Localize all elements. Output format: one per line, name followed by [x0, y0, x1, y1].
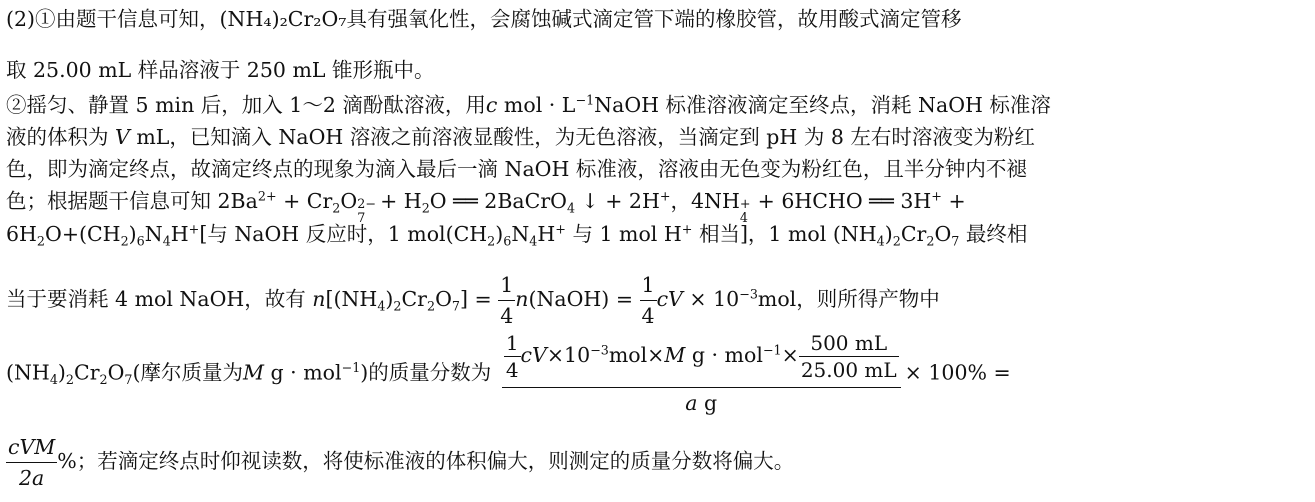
superscript: +	[659, 188, 671, 204]
text: +	[941, 189, 966, 213]
text-line-5: 色，即为滴定终点，故滴定终点的现象为滴入最后一滴 NaOH 标准液，溶液由无色变为粉红色，且半分钟内不褪	[6, 157, 1027, 181]
fraction-one-quarter	[504, 330, 521, 383]
text: 当于要消耗 4 mol NaOH，故有	[6, 287, 313, 311]
line-4	[6, 124, 1035, 150]
fraction-cVM-over-2a	[6, 432, 57, 493]
subscript: 7	[951, 233, 960, 249]
numerator: 500 mL	[810, 331, 888, 355]
line-7	[6, 221, 1027, 247]
subscript: 2	[926, 233, 935, 249]
text: 相当]，1 mol (NH	[692, 222, 877, 246]
text: H	[537, 222, 556, 246]
superscript: −1	[762, 342, 782, 358]
text: NaOH 标准溶液滴定至终点，消耗 NaOH 标准溶	[594, 93, 1051, 117]
subscript: 2	[892, 233, 901, 249]
superscript: −1	[341, 359, 361, 375]
text: [(NH	[325, 287, 378, 311]
line-6: 色；根据题干信息可知 $2Ba^{2+} + Cr_2O$ 2− 7 + $H_2O$ ══ 2BaCrO$_4$ ↓ + 2H+，4NH + 4 + 6HCHO ══ 3H+ +	[6, 188, 966, 225]
subscript: 4	[49, 371, 58, 387]
text: ↓ + 2H	[575, 189, 660, 213]
text: 色；根据题干信息可知 2Ba	[6, 189, 258, 213]
text: 与 1 mol H	[565, 222, 682, 246]
text: Cr	[74, 360, 100, 385]
subscript: 6	[503, 233, 512, 249]
fraction-one-quarter	[498, 270, 515, 331]
text: 液的体积为	[6, 125, 116, 149]
subscript: 7	[124, 371, 133, 387]
numerator: 1	[505, 331, 519, 355]
superscript: +	[931, 188, 942, 204]
text: O	[934, 222, 952, 246]
subscript: 4	[876, 233, 885, 249]
text: g · mol	[264, 360, 342, 385]
numerator: 1	[641, 273, 655, 297]
text: g	[697, 391, 718, 415]
text: (NH	[6, 360, 50, 385]
subscript: 4	[162, 233, 171, 249]
text: )	[128, 222, 137, 246]
subscript: 2	[427, 298, 436, 314]
text: mol · L	[497, 93, 576, 117]
text: × 10	[682, 287, 740, 311]
subscript: 4	[566, 200, 576, 216]
text: (NaOH) =	[528, 287, 640, 311]
text: mol×	[608, 343, 665, 367]
subscript: 2	[393, 298, 402, 314]
var-c: c	[485, 93, 498, 117]
superscript: −3	[739, 286, 758, 302]
text: 最终相	[959, 222, 1028, 246]
line-3	[6, 92, 1051, 118]
text: + 6HCHO ══ 3H	[751, 189, 932, 213]
text: O ══ 2BaCrO	[429, 189, 567, 213]
superscript: +	[681, 221, 693, 237]
denominator: 4	[498, 300, 515, 331]
text: (摩尔质量为	[132, 360, 244, 385]
line-5	[6, 156, 1027, 182]
var-V: V	[115, 125, 130, 149]
numerator: cVM	[8, 435, 56, 459]
text: 6H	[6, 222, 37, 246]
superscript: −3	[590, 342, 609, 358]
denominator: 4	[640, 300, 657, 331]
var-cV: cV	[656, 287, 683, 311]
text: )	[385, 287, 394, 311]
text: [与 NaOH 反应时，1 mol(CH	[199, 222, 488, 246]
text: )	[884, 222, 893, 246]
text: mol，则所得产物中	[757, 287, 940, 311]
text: %；若滴定终点时仰视读数，将使标准液的体积偏大，则测定的质量分数将偏大。	[57, 449, 795, 473]
superscript: +	[555, 221, 566, 237]
text: )	[495, 222, 504, 246]
denominator: 2a	[6, 462, 57, 493]
text: H	[170, 222, 189, 246]
text: ②摇匀、静置 5 min 后，加入 1～2 滴酚酞溶液，用	[6, 93, 486, 117]
subscript: 2	[332, 200, 341, 216]
text: )的质量分数为	[360, 360, 492, 385]
denominator: 4	[505, 358, 519, 382]
mass-fraction-expression	[502, 330, 901, 418]
subscript: 6	[136, 233, 145, 249]
subscript: 2	[99, 371, 108, 387]
subscript: 2	[36, 233, 46, 249]
text: )	[57, 360, 66, 385]
text-line-2: 取 25.00 mL 样品溶液于 250 mL 锥形瓶中。	[6, 58, 435, 82]
expression-denominator	[502, 387, 901, 418]
denominator: 25.00 mL	[800, 358, 897, 382]
var-M: M	[243, 360, 265, 385]
text: ] =	[460, 287, 499, 311]
var-n: n	[312, 287, 326, 311]
subscript: 4	[377, 298, 386, 314]
line-2	[6, 57, 435, 83]
line-1	[6, 6, 962, 32]
text: O	[435, 287, 452, 311]
text: N	[144, 222, 163, 246]
fraction-volume-ratio	[799, 330, 899, 383]
text: Cr	[401, 287, 427, 311]
subscript: 7	[451, 298, 460, 314]
subscript: 4	[529, 233, 538, 249]
numerator: 1	[500, 273, 514, 297]
var-cV: cV	[520, 343, 547, 367]
var-a: a	[685, 391, 698, 415]
text: ×10	[546, 343, 591, 367]
subscript: 2	[421, 200, 430, 216]
text: g · mol	[685, 343, 763, 367]
text: + Cr	[276, 189, 333, 213]
subscript: 2	[65, 371, 75, 387]
text: ，4NH	[670, 189, 740, 213]
text: × 100% =	[904, 360, 1011, 385]
line-9	[6, 330, 1011, 418]
superscript: +	[188, 221, 200, 237]
text: Cr	[900, 222, 927, 246]
var-n: n	[515, 287, 529, 311]
text: O+(CH	[45, 222, 121, 246]
line-10	[6, 432, 794, 493]
text: + H	[373, 189, 422, 213]
expression-numerator	[502, 330, 901, 387]
subscript: 2	[487, 233, 496, 249]
superscript: −1	[575, 92, 595, 108]
text: O	[107, 360, 125, 385]
text-line-1: (2)①由题干信息可知，(NH₄)₂Cr₂O₇具有强氧化性，会腐蚀碱式滴定管下端的橡胶管，故用酸式滴定管移	[6, 7, 962, 31]
text: mL，已知滴入 NaOH 溶液之前溶液显酸性，为无色溶液，当滴定到 pH 为 8 左右时溶液变为粉红	[129, 125, 1035, 149]
text: O	[340, 189, 358, 213]
text: ×	[781, 343, 799, 367]
line-8	[6, 270, 940, 331]
superscript: 2+	[257, 188, 277, 204]
subscript: 2	[120, 233, 129, 249]
fraction-one-quarter	[640, 270, 657, 331]
var-M: M	[664, 343, 686, 367]
text: N	[511, 222, 530, 246]
